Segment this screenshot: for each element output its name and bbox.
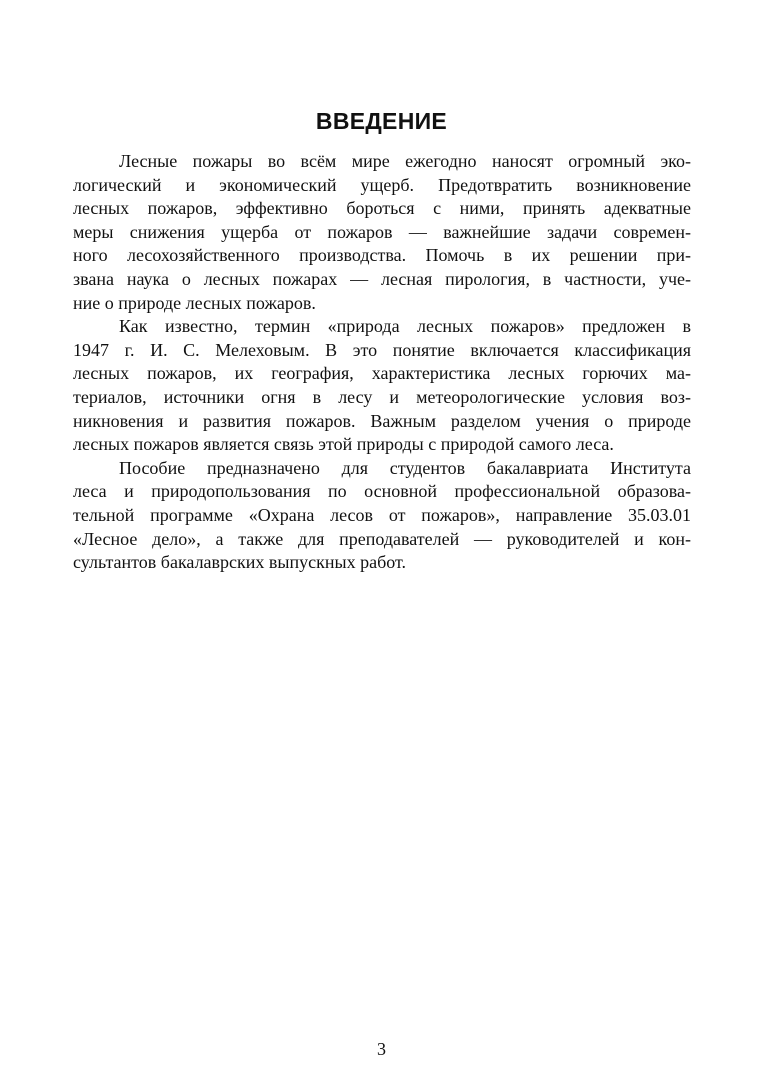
page-title: ВВЕДЕНИЕ bbox=[315, 108, 448, 134]
text-line: лесных пожаров, их география, характеристика лесных горючих ма- bbox=[73, 363, 691, 384]
body-text bbox=[73, 150, 691, 575]
text-line: леса и природопользования по основной профессиональной образова- bbox=[73, 481, 691, 502]
text-line: 1947 г. И. С. Мелеховым. В это понятие включается классификация bbox=[73, 339, 691, 360]
paragraph-3 bbox=[73, 457, 691, 575]
text-line: звана наука о лесных пожарах — лесная пирология, в частности, уче- bbox=[73, 268, 691, 289]
text-line: меры снижения ущерба от пожаров — важнейшие задачи современ- bbox=[73, 221, 691, 242]
text-line: ние о природе лесных пожаров. bbox=[73, 292, 316, 313]
text-line: ного лесохозяйственного производства. Помочь в их решении при- bbox=[73, 245, 691, 266]
text-line: Пособие предназначено для студентов бакалавриата Института bbox=[119, 457, 691, 478]
text-line: Как известно, термин «природа лесных пожаров» предложен в bbox=[119, 316, 691, 337]
paragraph-1 bbox=[73, 150, 691, 315]
text-line: логический и экономический ущерб. Предотвратить возникновение bbox=[73, 174, 691, 195]
text-line: «Лесное дело», а также для преподавателей — руководителей и кон- bbox=[73, 528, 691, 549]
text-line: Лесные пожары во всём мире ежегодно наносят огромный эко- bbox=[119, 151, 691, 171]
page-number: 3 bbox=[377, 1039, 386, 1059]
text-line: лесных пожаров, эффективно бороться с ними, принять адекватные bbox=[73, 198, 691, 219]
text-line: лесных пожаров является связь этой природы с природой самого леса. bbox=[73, 434, 614, 455]
text-line: никновения и развития пожаров. Важным разделом учения о природе bbox=[73, 410, 691, 431]
text-line: тельной программе «Охрана лесов от пожаров», направление 35.03.01 bbox=[73, 504, 691, 525]
paragraph-2 bbox=[73, 315, 691, 457]
text-line: териалов, источники огня в лесу и метеорологические условия воз- bbox=[73, 386, 691, 407]
text-line: сультантов бакалаврских выпускных работ. bbox=[73, 552, 407, 573]
